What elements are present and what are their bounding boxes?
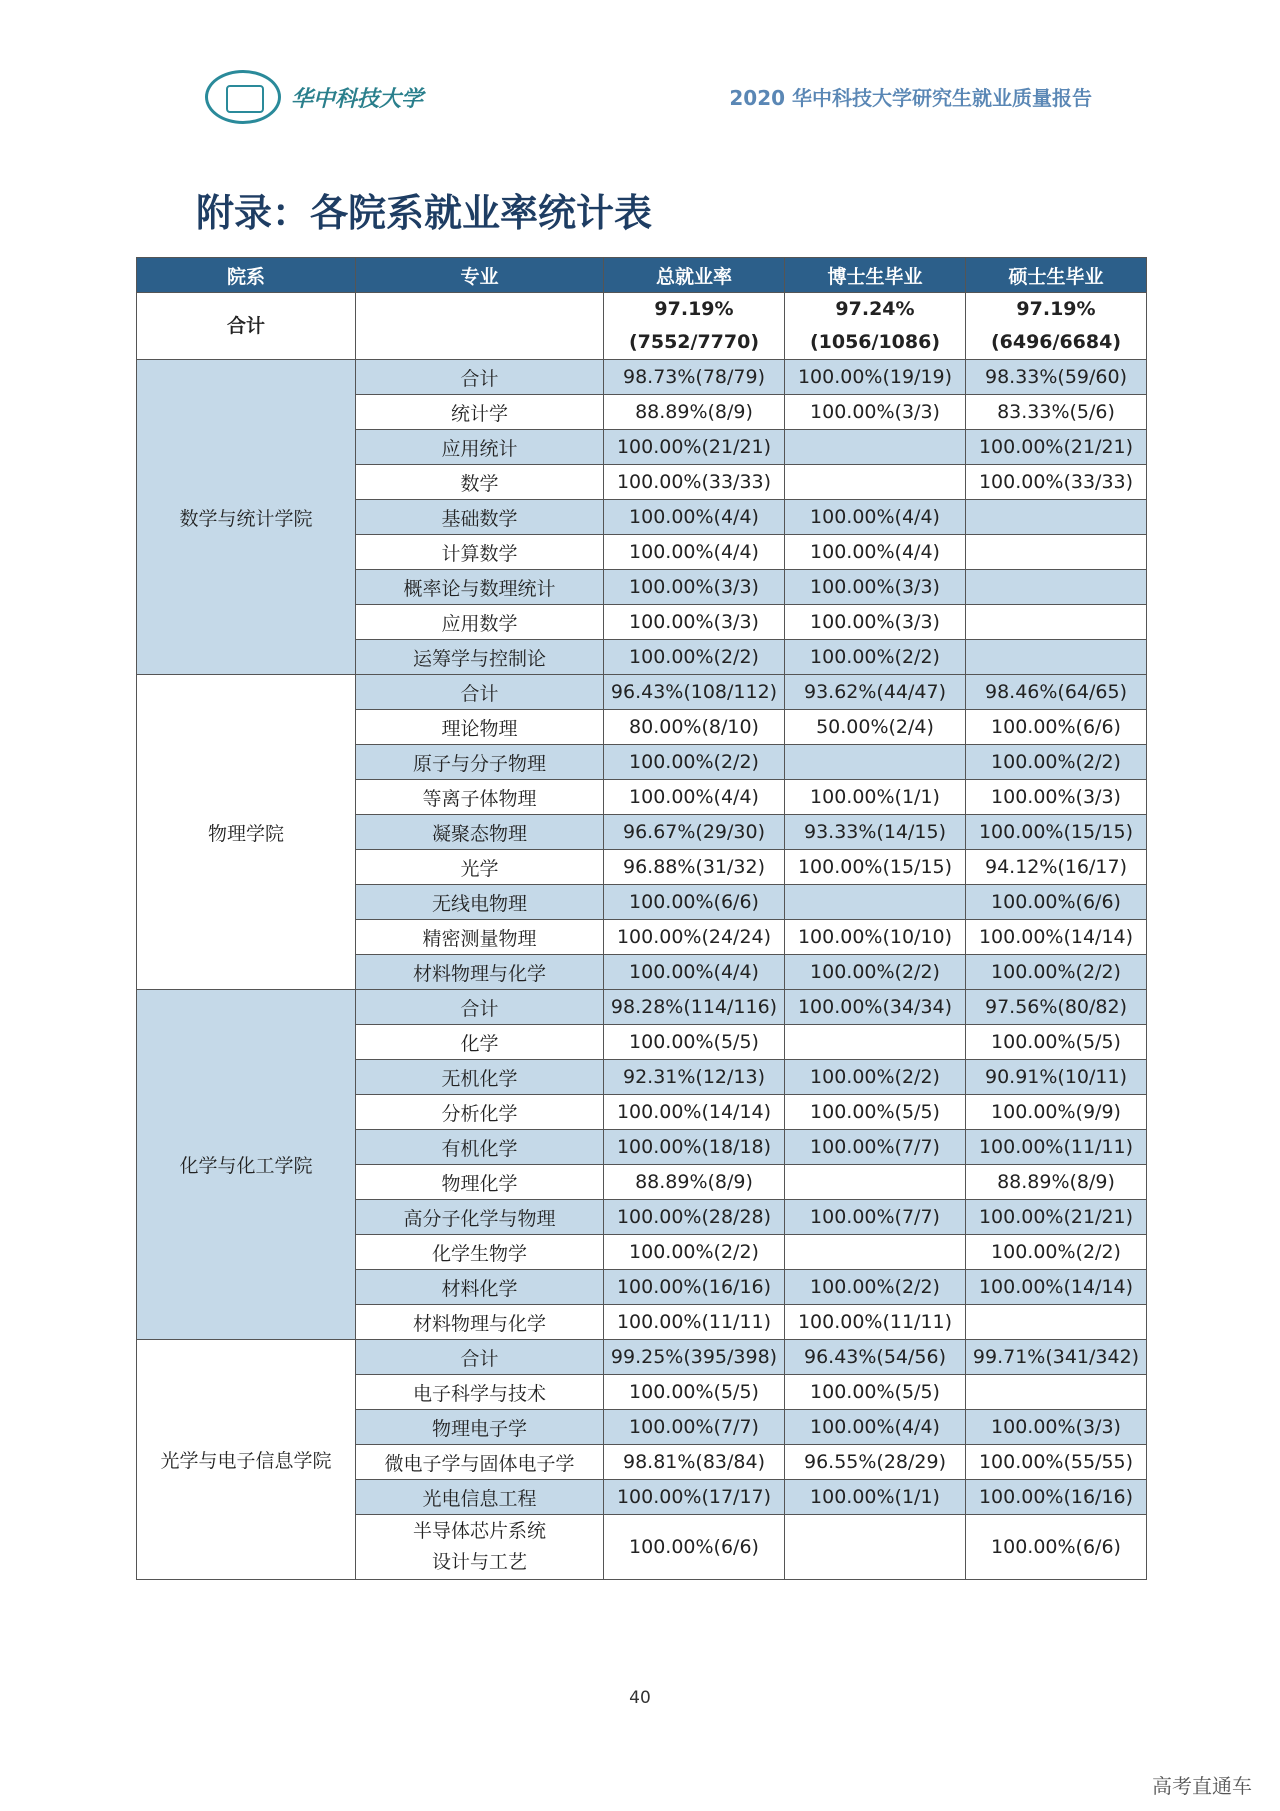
major-cell: 化学 — [356, 1025, 604, 1060]
column-header-master: 硕士生毕业 — [966, 258, 1147, 293]
master-rate-cell: 100.00%(33/33) — [966, 465, 1147, 500]
major-cell: 材料化学 — [356, 1270, 604, 1305]
major-cell: 光电信息工程 — [356, 1480, 604, 1515]
master-rate-cell: 90.91%(10/11) — [966, 1060, 1147, 1095]
major-cell: 基础数学 — [356, 500, 604, 535]
overall-rate-cell: 100.00%(28/28) — [604, 1200, 785, 1235]
master-rate-cell: 100.00%(3/3) — [966, 1410, 1147, 1445]
grand-total-master — [966, 293, 1147, 360]
grand-total-overall — [604, 293, 785, 360]
table-row — [137, 360, 1147, 395]
overall-rate-cell: 100.00%(17/17) — [604, 1480, 785, 1515]
phd-rate-cell — [785, 885, 966, 920]
grand-total-row — [137, 293, 1147, 360]
overall-rate-cell: 100.00%(2/2) — [604, 640, 785, 675]
major-cell: 合计 — [356, 1340, 604, 1375]
major-cell: 等离子体物理 — [356, 780, 604, 815]
grand-total-label: 合计 — [137, 293, 356, 360]
phd-rate-cell: 100.00%(11/11) — [785, 1305, 966, 1340]
master-rate-cell: 98.33%(59/60) — [966, 360, 1147, 395]
phd-rate-cell: 96.43%(54/56) — [785, 1340, 966, 1375]
table-body — [137, 293, 1147, 1580]
major-cell: 化学生物学 — [356, 1235, 604, 1270]
major-cell: 凝聚态物理 — [356, 815, 604, 850]
grand-total-phd — [785, 293, 966, 360]
phd-rate-cell: 50.00%(2/4) — [785, 710, 966, 745]
phd-rate-cell: 100.00%(4/4) — [785, 1410, 966, 1445]
master-rate-cell — [966, 500, 1147, 535]
major-cell: 有机化学 — [356, 1130, 604, 1165]
major-cell: 精密测量物理 — [356, 920, 604, 955]
master-rate-cell: 100.00%(14/14) — [966, 920, 1147, 955]
major-cell: 原子与分子物理 — [356, 745, 604, 780]
grand-total-phd-count: (1056/1086) — [809, 331, 941, 353]
grand-total-major — [356, 293, 604, 360]
master-rate-cell: 100.00%(6/6) — [966, 885, 1147, 920]
phd-rate-cell: 96.55%(28/29) — [785, 1445, 966, 1480]
master-rate-cell — [966, 605, 1147, 640]
master-rate-cell: 100.00%(11/11) — [966, 1130, 1147, 1165]
phd-rate-cell: 100.00%(3/3) — [785, 395, 966, 430]
overall-rate-cell: 98.81%(83/84) — [604, 1445, 785, 1480]
phd-rate-cell: 100.00%(2/2) — [785, 640, 966, 675]
major-cell: 统计学 — [356, 395, 604, 430]
overall-rate-cell: 96.88%(31/32) — [604, 850, 785, 885]
master-rate-cell: 100.00%(6/6) — [966, 710, 1147, 745]
overall-rate-cell: 100.00%(4/4) — [604, 535, 785, 570]
grand-total-overall-count: (7552/7770) — [628, 331, 760, 353]
major-cell: 电子科学与技术 — [356, 1375, 604, 1410]
university-seal-icon — [205, 70, 281, 124]
phd-rate-cell: 100.00%(19/19) — [785, 360, 966, 395]
overall-rate-cell: 88.89%(8/9) — [604, 395, 785, 430]
phd-rate-cell: 100.00%(2/2) — [785, 1270, 966, 1305]
major-cell: 运筹学与控制论 — [356, 640, 604, 675]
university-logo — [205, 70, 423, 124]
major-cell: 分析化学 — [356, 1095, 604, 1130]
major-cell: 合计 — [356, 360, 604, 395]
department-cell: 化学与化工学院 — [137, 990, 356, 1340]
overall-rate-cell: 100.00%(5/5) — [604, 1025, 785, 1060]
master-rate-cell: 100.00%(9/9) — [966, 1095, 1147, 1130]
phd-rate-cell: 100.00%(2/2) — [785, 1060, 966, 1095]
phd-rate-cell — [785, 745, 966, 780]
master-rate-cell: 99.71%(341/342) — [966, 1340, 1147, 1375]
major-cell: 数学 — [356, 465, 604, 500]
major-cell: 高分子化学与物理 — [356, 1200, 604, 1235]
overall-rate-cell: 100.00%(11/11) — [604, 1305, 785, 1340]
phd-rate-cell: 100.00%(3/3) — [785, 605, 966, 640]
master-rate-cell — [966, 1375, 1147, 1410]
department-cell: 物理学院 — [137, 675, 356, 990]
master-rate-cell — [966, 640, 1147, 675]
column-header-major: 专业 — [356, 258, 604, 293]
phd-rate-cell: 100.00%(7/7) — [785, 1130, 966, 1165]
major-cell: 材料物理与化学 — [356, 955, 604, 990]
overall-rate-cell: 100.00%(21/21) — [604, 430, 785, 465]
overall-rate-cell: 100.00%(6/6) — [604, 1515, 785, 1580]
page-number: 40 — [629, 1688, 651, 1708]
phd-rate-cell: 100.00%(1/1) — [785, 780, 966, 815]
overall-rate-cell: 100.00%(5/5) — [604, 1375, 785, 1410]
major-cell: 微电子学与固体电子学 — [356, 1445, 604, 1480]
phd-rate-cell: 100.00%(1/1) — [785, 1480, 966, 1515]
major-line: 设计与工艺 — [431, 1551, 527, 1573]
overall-rate-cell: 96.43%(108/112) — [604, 675, 785, 710]
major-cell — [356, 1515, 604, 1580]
column-header-phd: 博士生毕业 — [785, 258, 966, 293]
phd-rate-cell — [785, 1165, 966, 1200]
watermark: 高考直通车 — [1152, 1774, 1252, 1798]
major-cell: 光学 — [356, 850, 604, 885]
phd-rate-cell: 100.00%(5/5) — [785, 1375, 966, 1410]
table-header-row — [137, 258, 1147, 293]
overall-rate-cell: 100.00%(6/6) — [604, 885, 785, 920]
major-cell: 无机化学 — [356, 1060, 604, 1095]
overall-rate-cell: 100.00%(14/14) — [604, 1095, 785, 1130]
major-cell: 理论物理 — [356, 710, 604, 745]
overall-rate-cell: 100.00%(3/3) — [604, 570, 785, 605]
major-line: 半导体芯片系统 — [412, 1520, 546, 1542]
phd-rate-cell: 93.62%(44/47) — [785, 675, 966, 710]
phd-rate-cell: 93.33%(14/15) — [785, 815, 966, 850]
table-row — [137, 675, 1147, 710]
overall-rate-cell: 80.00%(8/10) — [604, 710, 785, 745]
phd-rate-cell: 100.00%(34/34) — [785, 990, 966, 1025]
major-cell: 合计 — [356, 990, 604, 1025]
master-rate-cell: 100.00%(2/2) — [966, 1235, 1147, 1270]
major-cell: 无线电物理 — [356, 885, 604, 920]
overall-rate-cell: 100.00%(4/4) — [604, 500, 785, 535]
overall-rate-cell: 100.00%(2/2) — [604, 745, 785, 780]
phd-rate-cell: 100.00%(7/7) — [785, 1200, 966, 1235]
table-row — [137, 990, 1147, 1025]
overall-rate-cell: 88.89%(8/9) — [604, 1165, 785, 1200]
overall-rate-cell: 92.31%(12/13) — [604, 1060, 785, 1095]
phd-rate-cell: 100.00%(4/4) — [785, 535, 966, 570]
major-cell: 物理电子学 — [356, 1410, 604, 1445]
overall-rate-cell: 100.00%(4/4) — [604, 780, 785, 815]
major-cell: 计算数学 — [356, 535, 604, 570]
master-rate-cell: 94.12%(16/17) — [966, 850, 1147, 885]
major-cell: 应用统计 — [356, 430, 604, 465]
phd-rate-cell: 100.00%(4/4) — [785, 500, 966, 535]
overall-rate-cell: 98.28%(114/116) — [604, 990, 785, 1025]
major-cell: 合计 — [356, 675, 604, 710]
grand-total-overall-rate: 97.19% — [654, 298, 734, 320]
master-rate-cell: 83.33%(5/6) — [966, 395, 1147, 430]
phd-rate-cell — [785, 1025, 966, 1060]
major-cell: 材料物理与化学 — [356, 1305, 604, 1340]
master-rate-cell: 100.00%(21/21) — [966, 430, 1147, 465]
grand-total-master-count: (6496/6684) — [990, 331, 1122, 353]
master-rate-cell: 88.89%(8/9) — [966, 1165, 1147, 1200]
overall-rate-cell: 100.00%(4/4) — [604, 955, 785, 990]
grand-total-master-rate: 97.19% — [1016, 298, 1096, 320]
master-rate-cell: 100.00%(6/6) — [966, 1515, 1147, 1580]
grand-total-phd-rate: 97.24% — [835, 298, 915, 320]
master-rate-cell — [966, 570, 1147, 605]
report-title: 2020 华中科技大学研究生就业质量报告 — [729, 86, 1092, 110]
overall-rate-cell: 100.00%(18/18) — [604, 1130, 785, 1165]
phd-rate-cell: 100.00%(2/2) — [785, 955, 966, 990]
overall-rate-cell: 98.73%(78/79) — [604, 360, 785, 395]
master-rate-cell: 100.00%(21/21) — [966, 1200, 1147, 1235]
overall-rate-cell: 100.00%(33/33) — [604, 465, 785, 500]
master-rate-cell: 100.00%(2/2) — [966, 955, 1147, 990]
phd-rate-cell: 100.00%(10/10) — [785, 920, 966, 955]
master-rate-cell: 100.00%(14/14) — [966, 1270, 1147, 1305]
master-rate-cell: 100.00%(3/3) — [966, 780, 1147, 815]
overall-rate-cell: 100.00%(7/7) — [604, 1410, 785, 1445]
overall-rate-cell: 99.25%(395/398) — [604, 1340, 785, 1375]
major-cell: 应用数学 — [356, 605, 604, 640]
phd-rate-cell: 100.00%(3/3) — [785, 570, 966, 605]
department-cell: 数学与统计学院 — [137, 360, 356, 675]
phd-rate-cell — [785, 1515, 966, 1580]
master-rate-cell: 100.00%(16/16) — [966, 1480, 1147, 1515]
master-rate-cell — [966, 535, 1147, 570]
overall-rate-cell: 100.00%(3/3) — [604, 605, 785, 640]
phd-rate-cell: 100.00%(15/15) — [785, 850, 966, 885]
column-header-dept: 院系 — [137, 258, 356, 293]
phd-rate-cell: 100.00%(5/5) — [785, 1095, 966, 1130]
overall-rate-cell: 96.67%(29/30) — [604, 815, 785, 850]
master-rate-cell — [966, 1305, 1147, 1340]
master-rate-cell: 100.00%(2/2) — [966, 745, 1147, 780]
master-rate-cell: 98.46%(64/65) — [966, 675, 1147, 710]
column-header-overall: 总就业率 — [604, 258, 785, 293]
overall-rate-cell: 100.00%(2/2) — [604, 1235, 785, 1270]
phd-rate-cell — [785, 430, 966, 465]
master-rate-cell: 100.00%(55/55) — [966, 1445, 1147, 1480]
major-cell: 概率论与数理统计 — [356, 570, 604, 605]
phd-rate-cell — [785, 1235, 966, 1270]
table-row — [137, 1340, 1147, 1375]
employment-rate-table — [136, 257, 1147, 1580]
page-title: 附录：各院系就业率统计表 — [196, 191, 653, 235]
major-cell: 物理化学 — [356, 1165, 604, 1200]
phd-rate-cell — [785, 465, 966, 500]
department-cell: 光学与电子信息学院 — [137, 1340, 356, 1580]
overall-rate-cell: 100.00%(24/24) — [604, 920, 785, 955]
master-rate-cell: 97.56%(80/82) — [966, 990, 1147, 1025]
master-rate-cell: 100.00%(15/15) — [966, 815, 1147, 850]
overall-rate-cell: 100.00%(16/16) — [604, 1270, 785, 1305]
master-rate-cell: 100.00%(5/5) — [966, 1025, 1147, 1060]
logo-text: 华中科技大学 — [291, 85, 424, 112]
